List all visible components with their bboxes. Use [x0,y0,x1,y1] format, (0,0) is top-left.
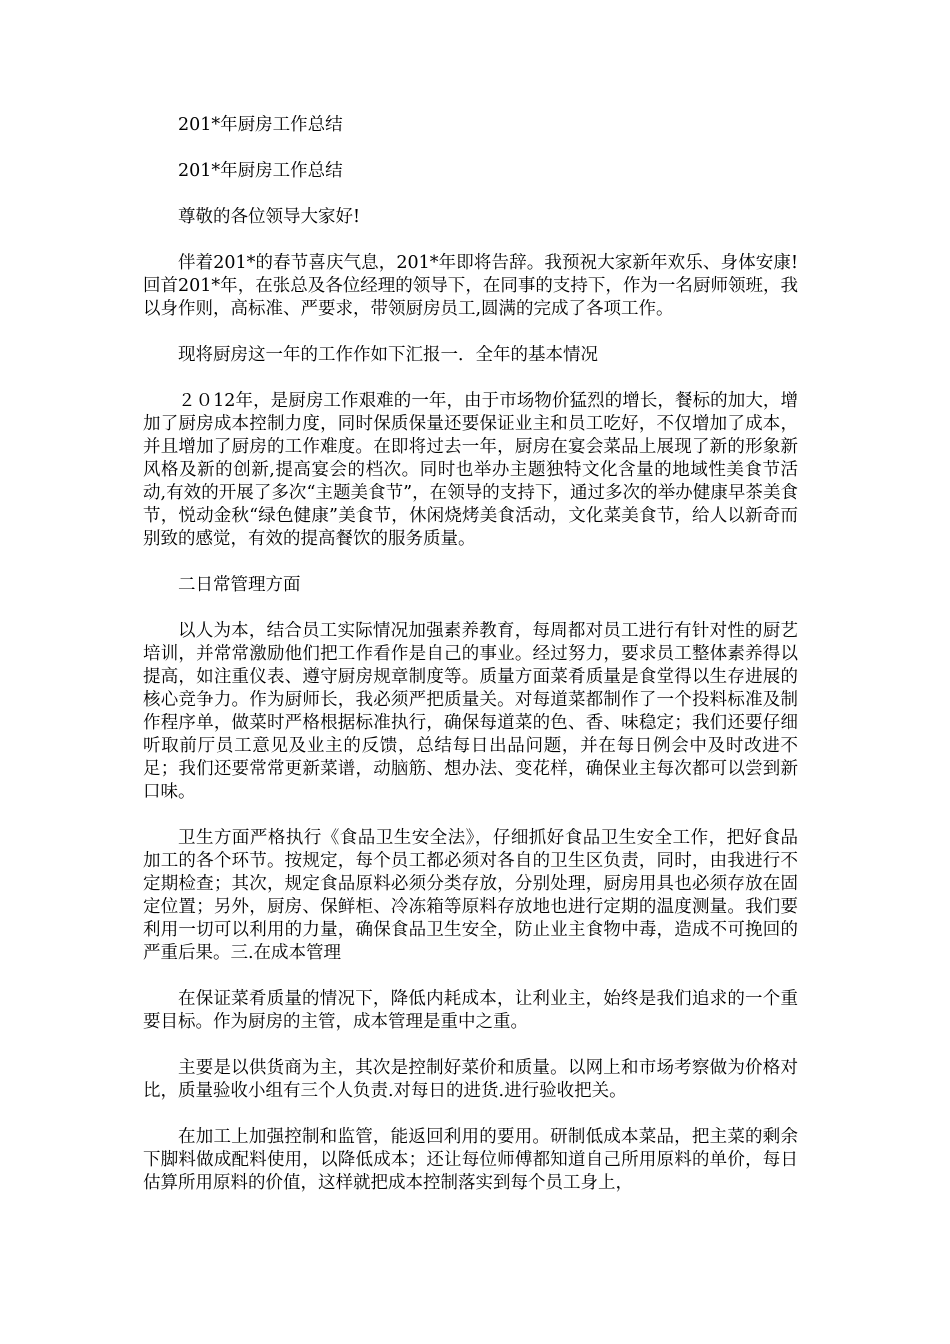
paragraph-processing-control: 在加工上加强控制和监管，能返回利用的要用。研制低成本菜品，把主菜的剩余下脚料做成配料使用，以降低成本；还让每位师傅都知道自己所用原料的单价，每日估算所用原料的价值，这样就把成本控制落实到每个员工身上， [143,1127,798,1193]
document-subtitle: 201*年厨房工作总结 [178,161,343,181]
paragraph-basic-situation: ２０12年，是厨房工作艰难的一年，由于市场物价猛烈的增长，餐标的加大，增加了厨房成本控制力度，同时保质保量还要保证业主和员工吃好，不仅增加了成本，并且增加了厨房的工作难度。在即将过去一年，厨房在宴会菜品上展现了新的形象新风格及新的创新,提高宴会的档次。同时也举办主题独特文化含量的地域性美食节活动,有效的开展了多次“主题美食节”，在领导的支持下，通过多次的举办健康早茶美食节，悦动金秋“绿色健康”美食节，休闲烧烤美食活动，文化菜美食节，给人以新奇而别致的感觉，有效的提高餐饮的服务质量。 [143,391,798,549]
salutation: 尊敬的各位领导大家好! [178,207,361,227]
section-heading-daily-management: 二日常管理方面 [178,575,301,595]
document-title: 201*年厨房工作总结 [178,115,343,135]
paragraph-staff-quality: 以人为本，结合员工实际情况加强素养教育，每周都对员工进行有针对性的厨艺培训，并常常激励他们把工作看作是自己的事业。经过努力，要求员工整体素养得以提高，如注重仪表、遵守厨房规章制度等。质量方面菜肴质量是食堂得以生存进展的核心竞争力。作为厨师长，我必须严把质量关。对每道菜都制作了一个投料标准及制作程序单，做菜时严格根据标准执行，确保每道菜的色、香、味稳定；我们还要仔细听取前厅员工意见及业主的反馈，总结每日出品问题，并在每日例会中及时改进不足；我们还要常常更新菜谱，动脑筋、想办法、变花样，确保业主每次都可以尝到新口味。 [143,621,798,802]
paragraph-report-heading: 现将厨房这一年的工作作如下汇报一．全年的基本情况 [178,345,598,365]
paragraph-suppliers: 主要是以供货商为主，其次是控制好菜价和质量。以网上和市场考察做为价格对比，质量验收小组有三个人负责.对每日的进货.进行验收把关。 [143,1058,798,1101]
paragraph-hygiene: 卫生方面严格执行《食品卫生安全法》，仔细抓好食品卫生安全工作，把好食品加工的各个环节。按规定，每个员工都必须对各自的卫生区负责，同时，由我进行不定期检查；其次，规定食品原料必须分类存放，分别处理，厨房用具也必须存放在固定位置；另外，厨房、保鲜柜、冷冻箱等原料存放地也进行定期的温度测量。我们要利用一切可以利用的力量，确保食品卫生安全，防止业主食物中毒，造成不可挽回的严重后果。三.在成本管理 [143,828,798,963]
paragraph-cost-goal: 在保证菜肴质量的情况下，降低内耗成本，让利业主，始终是我们追求的一个重要目标。作为厨房的主管，成本管理是重中之重。 [143,989,798,1032]
paragraph-intro: 伴着201*的春节喜庆气息，201*年即将告辞。我预祝大家新年欢乐、身体安康!回首201*年，在张总及各位经理的领导下，在同事的支持下，作为一名厨师领班，我以身作则，高标准、严要求，带领厨房员工,圆满的完成了各项工作。 [143,253,798,319]
document-body [143,114,798,1218]
